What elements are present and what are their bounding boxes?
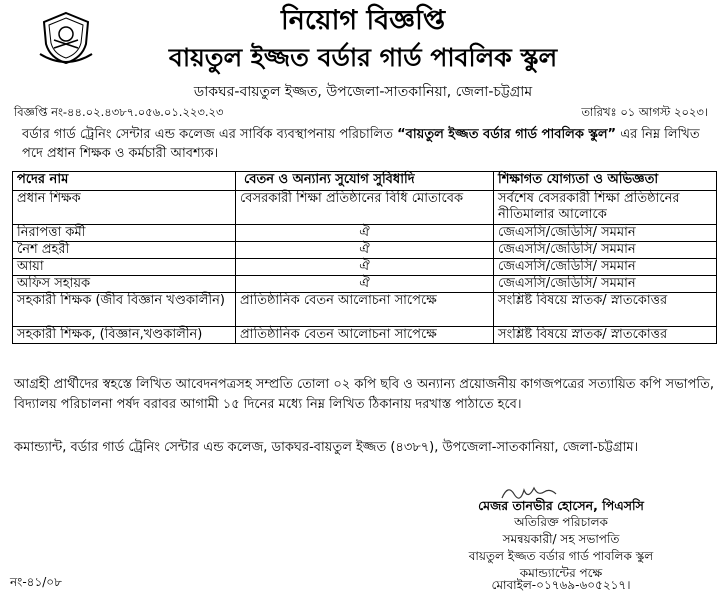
table-row — [13, 242, 717, 259]
qualification-cell: সংশ্লিষ্ট বিষয়ে স্নাতক/ স্নাতকোত্তর — [494, 327, 717, 344]
qualification-cell: জেএসসি/জেডিসি/ সমমান — [494, 276, 717, 293]
qualification-cell: জেএসসি/জেডিসি/ সমমান — [494, 225, 717, 242]
contact-mobile: মোবাইল-০১৭৬৯-৬০৫২১৭। — [491, 578, 631, 592]
salary-cell: ঐ — [236, 276, 494, 293]
qualification-cell: জেএসসি/জেডিসি/ সমমান — [494, 259, 717, 276]
footer-memo-number: নং-৪১/০৮ — [10, 575, 62, 589]
qualification-cell: জেএসসি/জেডিসি/ সমমান — [494, 242, 717, 259]
table-row — [13, 191, 717, 225]
post-cell: নৈশ প্রহরী — [13, 242, 236, 259]
salary-cell: ঐ — [236, 242, 494, 259]
intro-school-quote: “বায়তুল ইজ্জত বর্ডার গার্ড পাবলিক স্কুল” — [397, 127, 617, 142]
signatory-designation: অতিরিক্ত পরিচালক — [514, 515, 608, 529]
application-instructions: আগ্রহী প্রার্থীদের স্বহস্তে লিখিত আবেদনপত্রসহ সম্প্রতি তোলা ০২ কপি ছবি ও অন্যান্য প্রয়োজনীয় কাগজপত্রের সত্যায়িত কপি সভাপতি, বিদ্যালয় পরিচালনা পর্ষদ বরাবর আগামী ১৫ দিনের মধ্যে নিম্ন লিখিত ঠিকানায় দরখাস্ত পাঠাতে হবে। — [14, 377, 714, 412]
signatory-name: মেজর তানভীর হোসেন, পিএসসি — [478, 498, 644, 513]
signatory-role: সমন্বয়কারী/ সহ সভাপতি — [502, 532, 620, 546]
intro-paragraph — [22, 125, 712, 163]
table-row — [13, 276, 717, 293]
school-address: ডাকঘর-বায়তুল ইজ্জত, উপজেলা-সাতকানিয়া, জেলা-চট্টগ্রাম — [193, 84, 533, 100]
header-salary: বেতন ও অন্যান্য সুযোগ সুবিধাদি — [236, 172, 494, 191]
salary-cell: ঐ — [236, 225, 494, 242]
header-post: পদের নাম — [13, 172, 236, 191]
table-row — [13, 225, 717, 242]
post-cell: সহকারী শিক্ষক, (বিজ্ঞান,খণ্ডকালীন) — [13, 327, 236, 344]
posts-table — [12, 171, 717, 344]
table-row — [13, 293, 717, 327]
salary-cell: প্রাতিষ্ঠানিক বেতন আলোচনা সাপেক্ষে — [236, 327, 494, 344]
post-cell: সহকারী শিক্ষক (জীব বিজ্ঞান খণ্ডকালীন) — [13, 293, 236, 327]
table-row — [13, 327, 717, 344]
post-cell: অফিস সহায়ক — [13, 276, 236, 293]
memo-number: বিজ্ঞপ্তি নং-৪৪.০২.৪৩৮৭.০৫৬.০১.২২৩.২৩ — [14, 105, 224, 119]
notice-date: তারিখঃ ০১ আগস্ট ২০২৩। — [581, 105, 708, 119]
salary-cell: প্রাতিষ্ঠানিক বেতন আলোচনা সাপেক্ষে — [236, 293, 494, 327]
salary-cell: বেসরকারী শিক্ষা প্রতিষ্ঠানের বিধি মোতাবেক — [236, 191, 494, 225]
signature-block — [400, 497, 722, 582]
notice-title: নিয়োগ বিজ্ঞপ্তি — [280, 5, 446, 36]
school-name: বায়তুল ইজ্জত বর্ডার গার্ড পাবলিক স্কুল — [168, 43, 558, 72]
salary-cell: ঐ — [236, 259, 494, 276]
qualification-cell: সর্বশেষ বেসরকারী শিক্ষা প্রতিষ্ঠানের নীতিমালার আলোকে — [494, 191, 717, 225]
post-cell: প্রধান শিক্ষক — [13, 191, 236, 225]
post-cell: নিরাপত্তা কর্মী — [13, 225, 236, 242]
qualification-cell: সংশ্লিষ্ট বিষয়ে স্নাতক/ স্নাতকোত্তর — [494, 293, 717, 327]
signatory-institution: বায়তুল ইজ্জত বর্ডার গার্ড পাবলিক স্কুল — [468, 549, 654, 563]
header-qualification: শিক্ষাগত যোগ্যতা ও অভিজ্ঞতা — [494, 172, 717, 191]
post-cell: আয়া — [13, 259, 236, 276]
signatory-on-behalf: কমান্ড্যান্টের পক্ষে — [519, 566, 603, 580]
table-row — [13, 259, 717, 276]
mailing-address: কমান্ড্যান্ট, বর্ডার গার্ড ট্রেনিং সেন্টার এন্ড কলেজ, ডাকঘর-বায়তুল ইজ্জত (৪৩৮৭), উপজেলা-সাতকানিয়া, জেলা-চট্টগ্রাম। — [14, 440, 639, 455]
intro-text-after: এর নিম্ন লিখিত পদে প্রধান শিক্ষক ও কর্মচারী আবশ্যক। — [22, 127, 700, 161]
table-header-row — [13, 172, 717, 191]
intro-text-before: বর্ডার গার্ড ট্রেনিং সেন্টার এন্ড কলেজ এর সার্বিক ব্যবস্থাপনায় পরিচালিত — [22, 127, 398, 142]
